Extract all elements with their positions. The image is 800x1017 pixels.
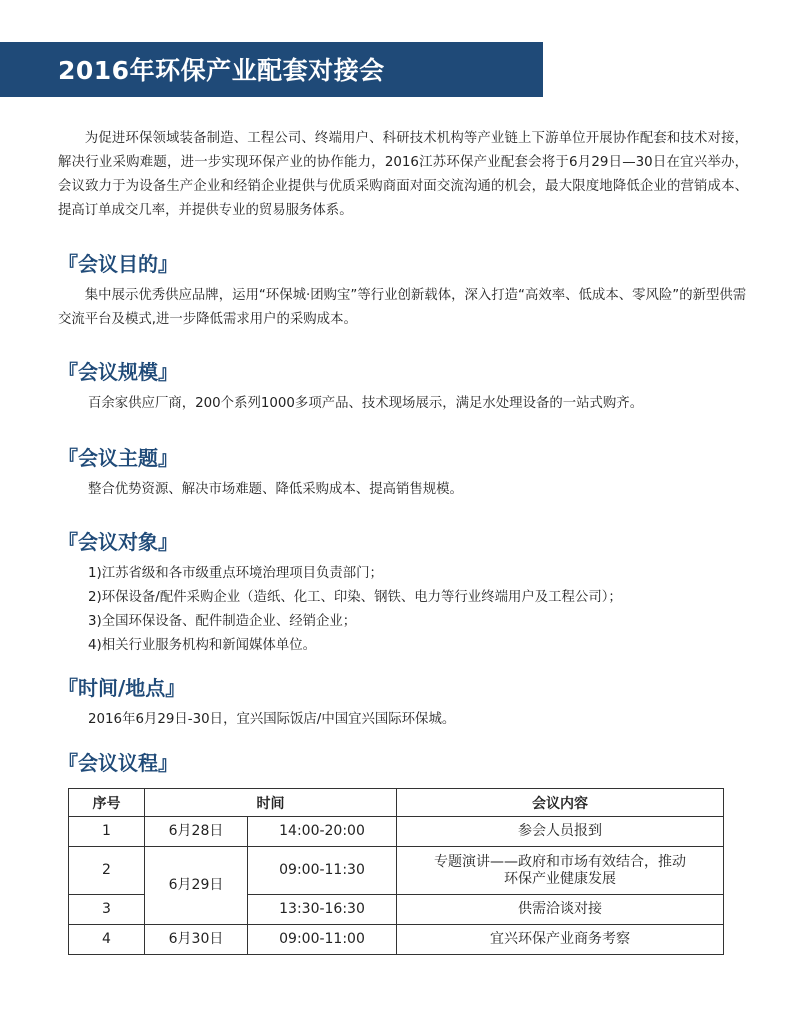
column-header-no: 序号 bbox=[69, 789, 145, 817]
table-row bbox=[69, 817, 724, 847]
page-title: 2016年环保产业配套对接会 bbox=[58, 56, 385, 85]
section-body-purpose: 集中展示优秀供应品牌，运用“环保城·团购宝”等行业创新载体，深入打造“高效率、低成本、零风险”的新型供需交流平台及模式,进一步降低需求用户的采购成本。 bbox=[58, 288, 747, 327]
section-time-place bbox=[58, 674, 758, 732]
cell-content: 供需洽谈对接 bbox=[397, 895, 724, 925]
cell-content bbox=[397, 847, 724, 895]
table-header-row bbox=[69, 789, 724, 817]
cell-no: 2 bbox=[69, 847, 145, 895]
section-purpose bbox=[58, 250, 758, 332]
section-scale bbox=[58, 358, 758, 416]
intro-paragraph: 为促进环保领域装备制造、工程公司、终端用户、科研技术机构等产业链上下游单位开展协作配套和技术对接，解决行业采购难题，进一步实现环保产业的协作能力，2016江苏环保产业配套会将于6月29日—30日在宜兴举办，会议致力于为设备生产企业和经销企业提供与优质采购商面对面交流沟通的机会，最大限度地降低企业的营销成本、提高订单成交几率，并提供专业的贸易服务体系。 bbox=[58, 131, 748, 218]
column-header-time: 时间 bbox=[145, 789, 397, 817]
cell-time: 09:00-11:30 bbox=[248, 847, 397, 895]
agenda-table bbox=[68, 788, 724, 955]
cell-date: 6月30日 bbox=[145, 925, 248, 955]
section-heading-time-place: 『时间/地点』 bbox=[58, 676, 186, 700]
cell-no: 3 bbox=[69, 895, 145, 925]
list-item: 4)相关行业服务机构和新闻媒体单位。 bbox=[88, 638, 316, 653]
table-row bbox=[69, 847, 724, 895]
table-row bbox=[69, 925, 724, 955]
section-audience bbox=[58, 528, 758, 658]
section-agenda bbox=[58, 749, 758, 783]
cell-time: 13:30-16:30 bbox=[248, 895, 397, 925]
cell-no: 4 bbox=[69, 925, 145, 955]
cell-content: 宜兴环保产业商务考察 bbox=[397, 925, 724, 955]
section-heading-agenda: 『会议议程』 bbox=[58, 751, 178, 775]
cell-time: 14:00-20:00 bbox=[248, 817, 397, 847]
section-body-time-place: 2016年6月29日-30日，宜兴国际饭店/中国宜兴国际环保城。 bbox=[88, 712, 456, 727]
cell-time: 09:00-11:00 bbox=[248, 925, 397, 955]
section-heading-theme: 『会议主题』 bbox=[58, 446, 178, 470]
list-item: 2)环保设备/配件采购企业（造纸、化工、印染、钢铁、电力等行业终端用户及工程公司）； bbox=[88, 590, 622, 605]
cell-content-line: 环保产业健康发展 bbox=[504, 870, 616, 887]
title-banner bbox=[0, 42, 543, 97]
section-heading-scale: 『会议规模』 bbox=[58, 360, 178, 384]
section-theme bbox=[58, 444, 758, 502]
section-heading-purpose: 『会议目的』 bbox=[58, 252, 178, 276]
cell-no: 1 bbox=[69, 817, 145, 847]
section-body-scale: 百余家供应厂商，200个系列1000多项产品、技术现场展示，满足水处理设备的一站式购齐。 bbox=[88, 396, 644, 411]
cell-date: 6月29日 bbox=[145, 847, 248, 925]
cell-content: 参会人员报到 bbox=[397, 817, 724, 847]
cell-date: 6月28日 bbox=[145, 817, 248, 847]
column-header-content: 会议内容 bbox=[397, 789, 724, 817]
cell-content-line: 专题演讲——政府和市场有效结合，推动 bbox=[434, 853, 686, 870]
section-heading-audience: 『会议对象』 bbox=[58, 530, 178, 554]
section-body-theme: 整合优势资源、解决市场难题、降低采购成本、提高销售规模。 bbox=[88, 482, 463, 497]
list-item: 3)全国环保设备、配件制造企业、经销企业； bbox=[88, 614, 357, 629]
list-item: 1)江苏省级和各市级重点环境治理项目负责部门； bbox=[88, 566, 383, 581]
